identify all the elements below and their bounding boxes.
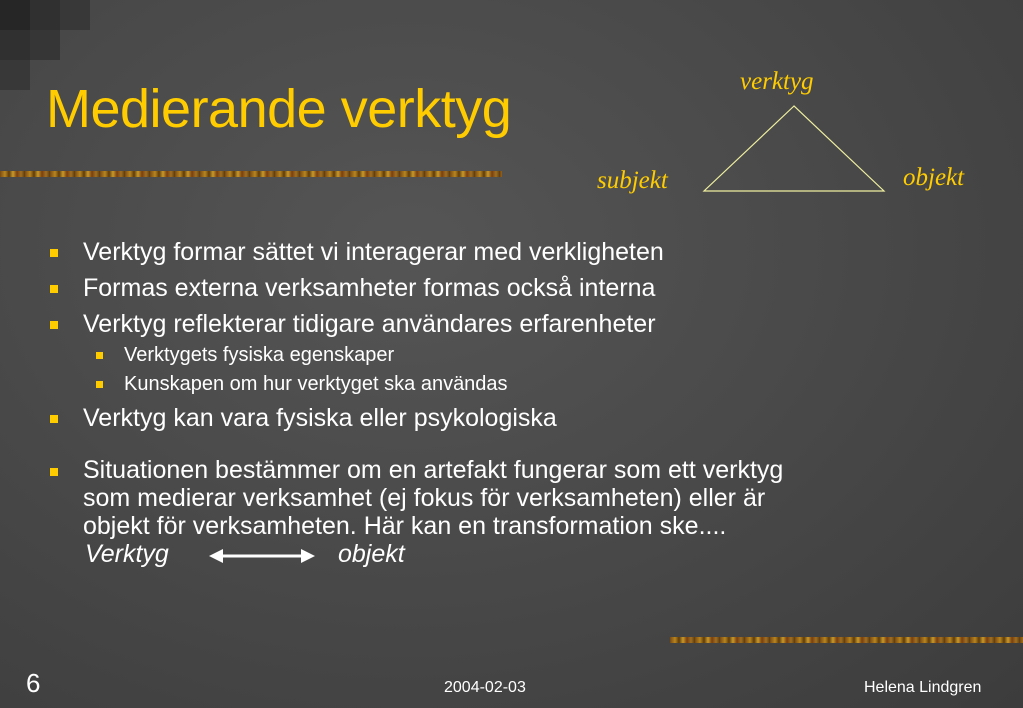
transformation-row: [83, 540, 946, 571]
bullet-text: Verktyg reflekterar tidigare användares erfarenheter: [83, 310, 656, 338]
sub-bullet-marker: [96, 352, 103, 359]
bullet-item: [46, 273, 946, 304]
sub-bullet-item: [46, 342, 946, 368]
bullet-text-line: som medierar verksamhet (ej fokus för verksamheten) eller är: [83, 484, 766, 512]
sub-bullet-text: Kunskapen om hur verktyget ska användas: [124, 373, 508, 395]
triangle-label-tool: verktyg: [740, 68, 814, 95]
bullet-marker: [50, 415, 58, 423]
bullet-marker: [50, 285, 58, 293]
bullet-text-line: Situationen bestämmer om en artefakt fungerar som ett verktyg: [83, 456, 784, 484]
bullet-item: [46, 456, 946, 571]
bullet-list: [46, 237, 946, 576]
transformation-left-label: Verktyg: [85, 540, 169, 568]
triangle-label-subject: subjekt: [597, 167, 668, 194]
bullet-item: [46, 403, 946, 434]
bullet-text: Verktyg formar sättet vi interagerar med verkligheten: [83, 238, 664, 266]
bullet-text: Verktyg kan vara fysiska eller psykologiska: [83, 404, 557, 432]
sub-bullet-marker: [96, 381, 103, 388]
bullet-text-line: objekt för verksamheten. Här kan en transformation ske....: [83, 512, 727, 540]
sub-bullet-item: [46, 371, 946, 397]
page-number: 6: [26, 668, 41, 698]
bullet-marker: [50, 249, 58, 257]
bullet-item: [46, 309, 946, 340]
slide-title: Medierande verktyg: [46, 79, 512, 139]
footer-author: Helena Lindgren: [864, 679, 982, 696]
footer-date: 2004-02-03: [444, 679, 526, 696]
bullet-item: [46, 237, 946, 268]
bullet-text: Formas externa verksamheter formas också interna: [83, 274, 656, 302]
transformation-right-label: objekt: [338, 540, 405, 568]
triangle-label-object: objekt: [903, 164, 965, 191]
bullet-marker: [50, 321, 58, 329]
sub-bullet-text: Verktygets fysiska egenskaper: [124, 344, 395, 366]
bullet-marker: [50, 468, 58, 476]
double-arrow-icon: [207, 546, 317, 566]
